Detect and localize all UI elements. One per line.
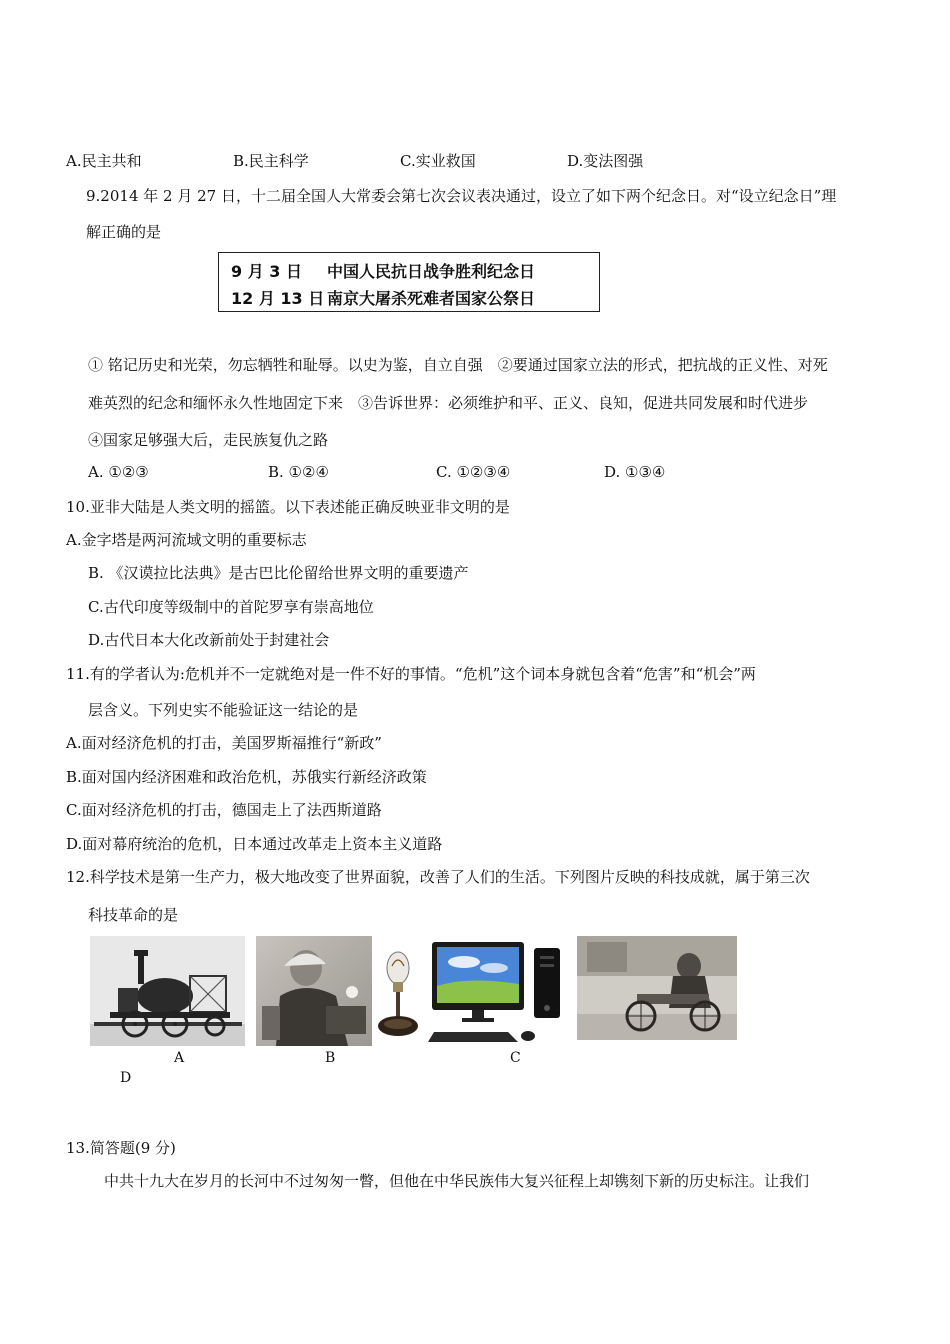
- q12-stem-line1: 12.科学技术是第一生产力，极大地改变了世界面貌，改善了人们的生活。下列图片反映的科技成就，属于第三次: [66, 868, 810, 886]
- q12-label-b: B: [325, 1050, 336, 1066]
- q13-title: 13.简答题(9 分): [66, 1139, 176, 1157]
- q8-option-a: A.民主共和: [66, 152, 142, 170]
- q10-option-a: A.金字塔是两河流域文明的重要标志: [66, 531, 307, 549]
- q11-stem-line1: 11.有的学者认为:危机并不一定就绝对是一件不好的事情。“危机”这个词本身就包含着“危害”和“机会”两: [66, 665, 756, 683]
- q10-option-d: D.古代日本大化改新前处于封建社会: [88, 631, 330, 649]
- memo-row-1: [231, 259, 535, 282]
- q12-label-a: A: [174, 1050, 185, 1066]
- early-automobile-image: [577, 936, 737, 1040]
- steam-locomotive-image: [90, 936, 245, 1046]
- memo-date-1: 9 月 3 日: [231, 262, 302, 281]
- q11-option-b: B.面对国内经济困难和政治危机，苏俄实行新经济政策: [66, 768, 427, 786]
- q12-stem-line2: 科技革命的是: [88, 906, 179, 924]
- q11-option-a: A.面对经济危机的打击，美国罗斯福推行“新政”: [66, 734, 382, 752]
- q8-option-c: C.实业救国: [400, 152, 476, 170]
- q10-stem: 10.亚非大陆是人类文明的摇篮。以下表述能正确反映亚非文明的是: [66, 498, 510, 516]
- q9-stem-line2: 解正确的是: [86, 223, 162, 241]
- q9-option-a: A. ①②③: [88, 463, 149, 481]
- inventor-photo-image: [256, 936, 372, 1046]
- q11-option-d: D.面对幕府统治的危机，日本通过改革走上资本主义道路: [66, 835, 443, 853]
- q9-statement-line1: ① 铭记历史和光荣，勿忘牺牲和耻辱。以史为鉴，自立自强 ②要通过国家立法的形式，把抗战的正义性、对死: [88, 356, 828, 374]
- q8-option-d: D.变法图强: [567, 152, 644, 170]
- q12-label-d: D: [120, 1070, 132, 1086]
- memorial-days-box: [218, 252, 600, 312]
- q9-option-c: C. ①②③④: [436, 463, 511, 481]
- q9-option-d: D. ①③④: [604, 463, 666, 481]
- q9-statement-line3: ④国家足够强大后，走民族复仇之路: [88, 431, 329, 449]
- q13-text: 中共十九大在岁月的长河中不过匆匆一瞥，但他在中华民族伟大复兴征程上却镌刻下新的历史标注。让我们: [104, 1172, 810, 1190]
- q11-stem-line2: 层含义。下列史实不能验证这一结论的是: [88, 701, 359, 719]
- computer-image: [428, 938, 568, 1046]
- q10-option-b: B. 《汉谟拉比法典》是古巴比伦留给世界文明的重要遗产: [88, 564, 469, 582]
- q9-stem-line1: 9.2014 年 2 月 27 日，十二届全国人大常委会第七次会议表决通过，设立了如下两个纪念日。对“设立纪念日”理: [86, 187, 837, 205]
- q9-statement-line2: 难英烈的纪念和缅怀永久性地固定下来 ③告诉世界：必须维护和平、正义、良知，促进共同发展和时代进步: [88, 394, 809, 412]
- memo-row-2: [231, 286, 535, 309]
- memo-name-2: 南京大屠杀死难者国家公祭日: [327, 289, 536, 308]
- memo-date-2: 12 月 13 日: [231, 289, 325, 308]
- q9-option-b: B. ①②④: [268, 463, 329, 481]
- q12-label-c: C: [510, 1050, 521, 1066]
- q8-option-b: B.民主科学: [233, 152, 309, 170]
- q11-option-c: C.面对经济危机的打击，德国走上了法西斯道路: [66, 801, 382, 819]
- memo-name-1: 中国人民抗日战争胜利纪念日: [327, 262, 536, 281]
- q10-option-c: C.古代印度等级制中的首陀罗享有崇高地位: [88, 598, 374, 616]
- light-bulb-image: [374, 944, 422, 1042]
